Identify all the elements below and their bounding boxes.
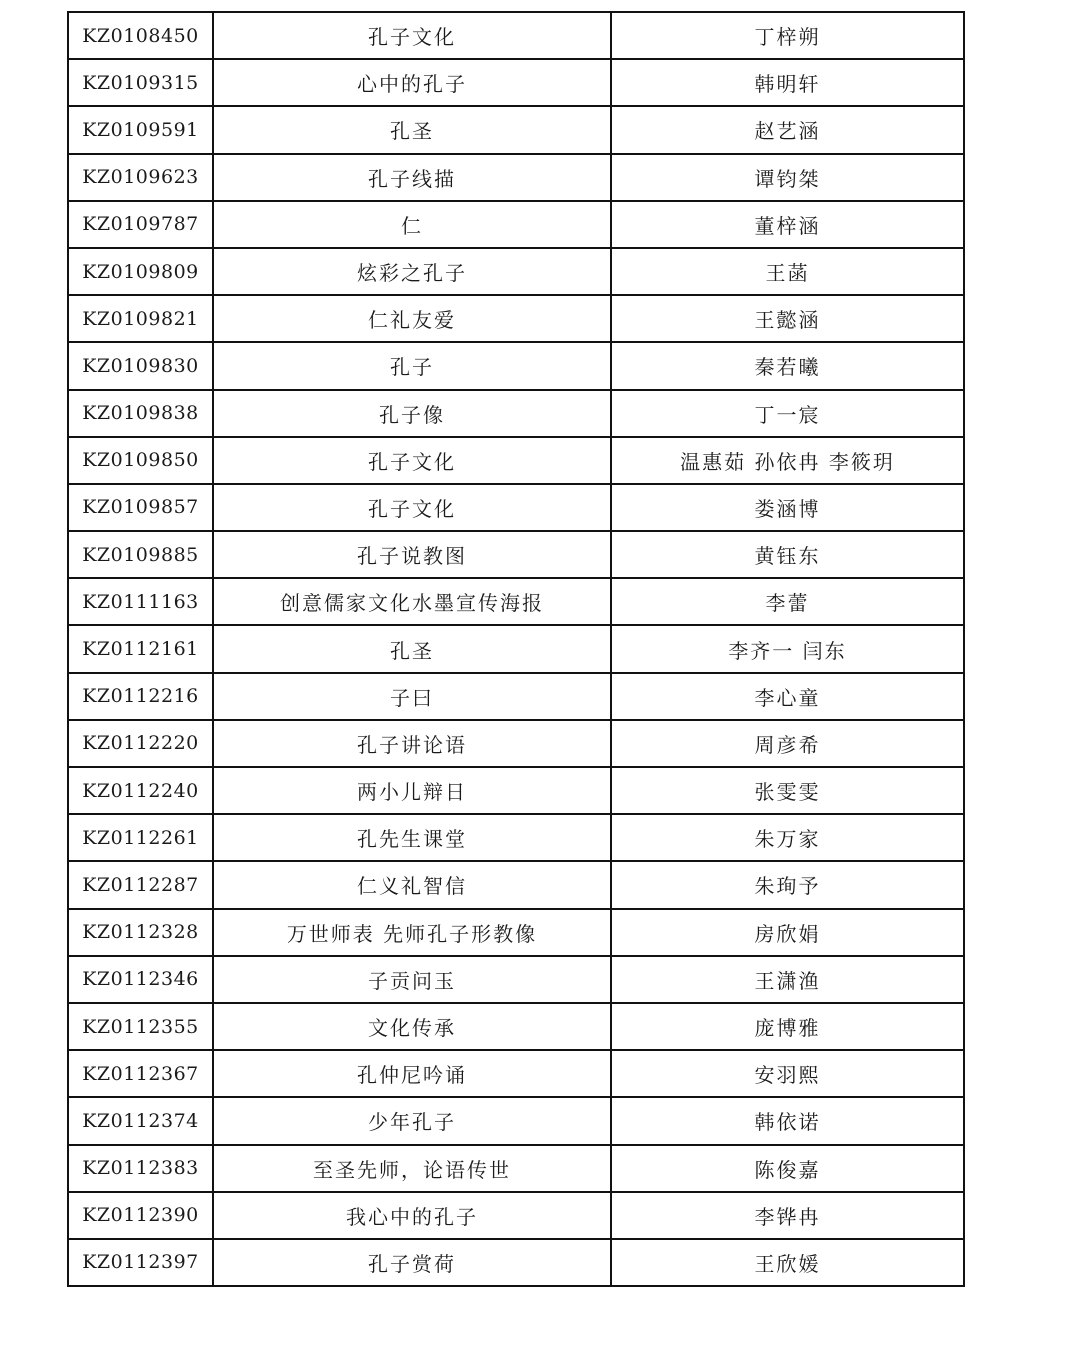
entry-id-cell: KZ0109857 [68, 484, 213, 531]
entry-id-cell: KZ0112355 [68, 1003, 213, 1050]
table-row [68, 720, 964, 767]
table-row [68, 909, 964, 956]
entry-title-cell: 两小儿辩日 [213, 767, 611, 814]
table-row [68, 531, 964, 578]
entry-title-cell: 孔子说教图 [213, 531, 611, 578]
table-row [68, 248, 964, 295]
entry-author-cell: 张雯雯 [611, 767, 964, 814]
table-row [68, 106, 964, 153]
entries-table [67, 11, 965, 1287]
entry-title-cell: 孔圣 [213, 106, 611, 153]
entry-author-cell: 庞博雅 [611, 1003, 964, 1050]
entry-id-cell: KZ0112220 [68, 720, 213, 767]
entry-id-cell: KZ0112346 [68, 956, 213, 1003]
entry-author-cell: 周彦希 [611, 720, 964, 767]
entry-title-cell: 至圣先师，论语传世 [213, 1145, 611, 1192]
table-row [68, 625, 964, 672]
entry-author-cell: 赵艺涵 [611, 106, 964, 153]
entry-author-cell: 韩依诺 [611, 1097, 964, 1144]
entry-id-cell: KZ0112161 [68, 625, 213, 672]
table-row [68, 484, 964, 531]
entry-title-cell: 孔圣 [213, 625, 611, 672]
entry-title-cell: 孔仲尼吟诵 [213, 1050, 611, 1097]
entry-author-cell: 温惠茹 孙依冉 李筱玥 [611, 437, 964, 484]
entry-id-cell: KZ0112240 [68, 767, 213, 814]
table-row [68, 437, 964, 484]
entry-title-cell: 孔子文化 [213, 437, 611, 484]
table-body [68, 12, 964, 1286]
entry-id-cell: KZ0112397 [68, 1239, 213, 1286]
entry-title-cell: 仁义礼智信 [213, 861, 611, 908]
table-row [68, 59, 964, 106]
entry-id-cell: KZ0112383 [68, 1145, 213, 1192]
entry-id-cell: KZ0109821 [68, 295, 213, 342]
entry-author-cell: 李齐一 闫东 [611, 625, 964, 672]
entry-author-cell: 李蕾 [611, 578, 964, 625]
entry-author-cell: 安羽熙 [611, 1050, 964, 1097]
entry-id-cell: KZ0109850 [68, 437, 213, 484]
entry-id-cell: KZ0112328 [68, 909, 213, 956]
entry-id-cell: KZ0112216 [68, 673, 213, 720]
entry-title-cell: 孔子文化 [213, 484, 611, 531]
table-row [68, 201, 964, 248]
entry-id-cell: KZ0109809 [68, 248, 213, 295]
entry-title-cell: 仁礼友爱 [213, 295, 611, 342]
entry-title-cell: 子曰 [213, 673, 611, 720]
entry-author-cell: 李铧冉 [611, 1192, 964, 1239]
table-row [68, 1239, 964, 1286]
entry-title-cell: 孔子文化 [213, 12, 611, 59]
table-row [68, 154, 964, 201]
entry-id-cell: KZ0112390 [68, 1192, 213, 1239]
entry-author-cell: 房欣娟 [611, 909, 964, 956]
entry-author-cell: 秦若曦 [611, 342, 964, 389]
entry-author-cell: 王懿涵 [611, 295, 964, 342]
entry-title-cell: 我心中的孔子 [213, 1192, 611, 1239]
entry-id-cell: KZ0109315 [68, 59, 213, 106]
entry-author-cell: 娄涵博 [611, 484, 964, 531]
entry-title-cell: 仁 [213, 201, 611, 248]
table-row [68, 956, 964, 1003]
entry-id-cell: KZ0109787 [68, 201, 213, 248]
entry-title-cell: 子贡问玉 [213, 956, 611, 1003]
table-row [68, 12, 964, 59]
entry-title-cell: 孔子像 [213, 390, 611, 437]
entry-author-cell: 王潇渔 [611, 956, 964, 1003]
table-row [68, 767, 964, 814]
entry-id-cell: KZ0111163 [68, 578, 213, 625]
entry-title-cell: 孔子赏荷 [213, 1239, 611, 1286]
table-row [68, 1097, 964, 1144]
entry-title-cell: 创意儒家文化水墨宣传海报 [213, 578, 611, 625]
table-row [68, 814, 964, 861]
entry-title-cell: 炫彩之孔子 [213, 248, 611, 295]
entry-id-cell: KZ0112287 [68, 861, 213, 908]
entry-id-cell: KZ0108450 [68, 12, 213, 59]
entry-author-cell: 黄钰东 [611, 531, 964, 578]
entry-id-cell: KZ0112261 [68, 814, 213, 861]
table-row [68, 1003, 964, 1050]
entry-id-cell: KZ0109623 [68, 154, 213, 201]
table-row [68, 390, 964, 437]
table-row [68, 1192, 964, 1239]
table-row [68, 578, 964, 625]
entry-author-cell: 韩明轩 [611, 59, 964, 106]
entry-author-cell: 李心童 [611, 673, 964, 720]
entry-author-cell: 谭钧桀 [611, 154, 964, 201]
entry-title-cell: 孔先生课堂 [213, 814, 611, 861]
entry-title-cell: 文化传承 [213, 1003, 611, 1050]
entry-id-cell: KZ0112367 [68, 1050, 213, 1097]
entry-title-cell: 心中的孔子 [213, 59, 611, 106]
entry-title-cell: 万世师表 先师孔子形教像 [213, 909, 611, 956]
entry-id-cell: KZ0109591 [68, 106, 213, 153]
table-row [68, 342, 964, 389]
entry-title-cell: 少年孔子 [213, 1097, 611, 1144]
entry-id-cell: KZ0109838 [68, 390, 213, 437]
table-row [68, 861, 964, 908]
entry-author-cell: 王菡 [611, 248, 964, 295]
entry-author-cell: 陈俊嘉 [611, 1145, 964, 1192]
entry-title-cell: 孔子讲论语 [213, 720, 611, 767]
entry-author-cell: 王欣媛 [611, 1239, 964, 1286]
entry-title-cell: 孔子 [213, 342, 611, 389]
entry-id-cell: KZ0112374 [68, 1097, 213, 1144]
entry-title-cell: 孔子线描 [213, 154, 611, 201]
entry-id-cell: KZ0109885 [68, 531, 213, 578]
entry-author-cell: 朱万家 [611, 814, 964, 861]
entry-id-cell: KZ0109830 [68, 342, 213, 389]
entry-author-cell: 丁梓朔 [611, 12, 964, 59]
table-row [68, 673, 964, 720]
table-row [68, 295, 964, 342]
entry-author-cell: 朱珣予 [611, 861, 964, 908]
table-row [68, 1050, 964, 1097]
table-row [68, 1145, 964, 1192]
entry-author-cell: 董梓涵 [611, 201, 964, 248]
entry-author-cell: 丁一宸 [611, 390, 964, 437]
